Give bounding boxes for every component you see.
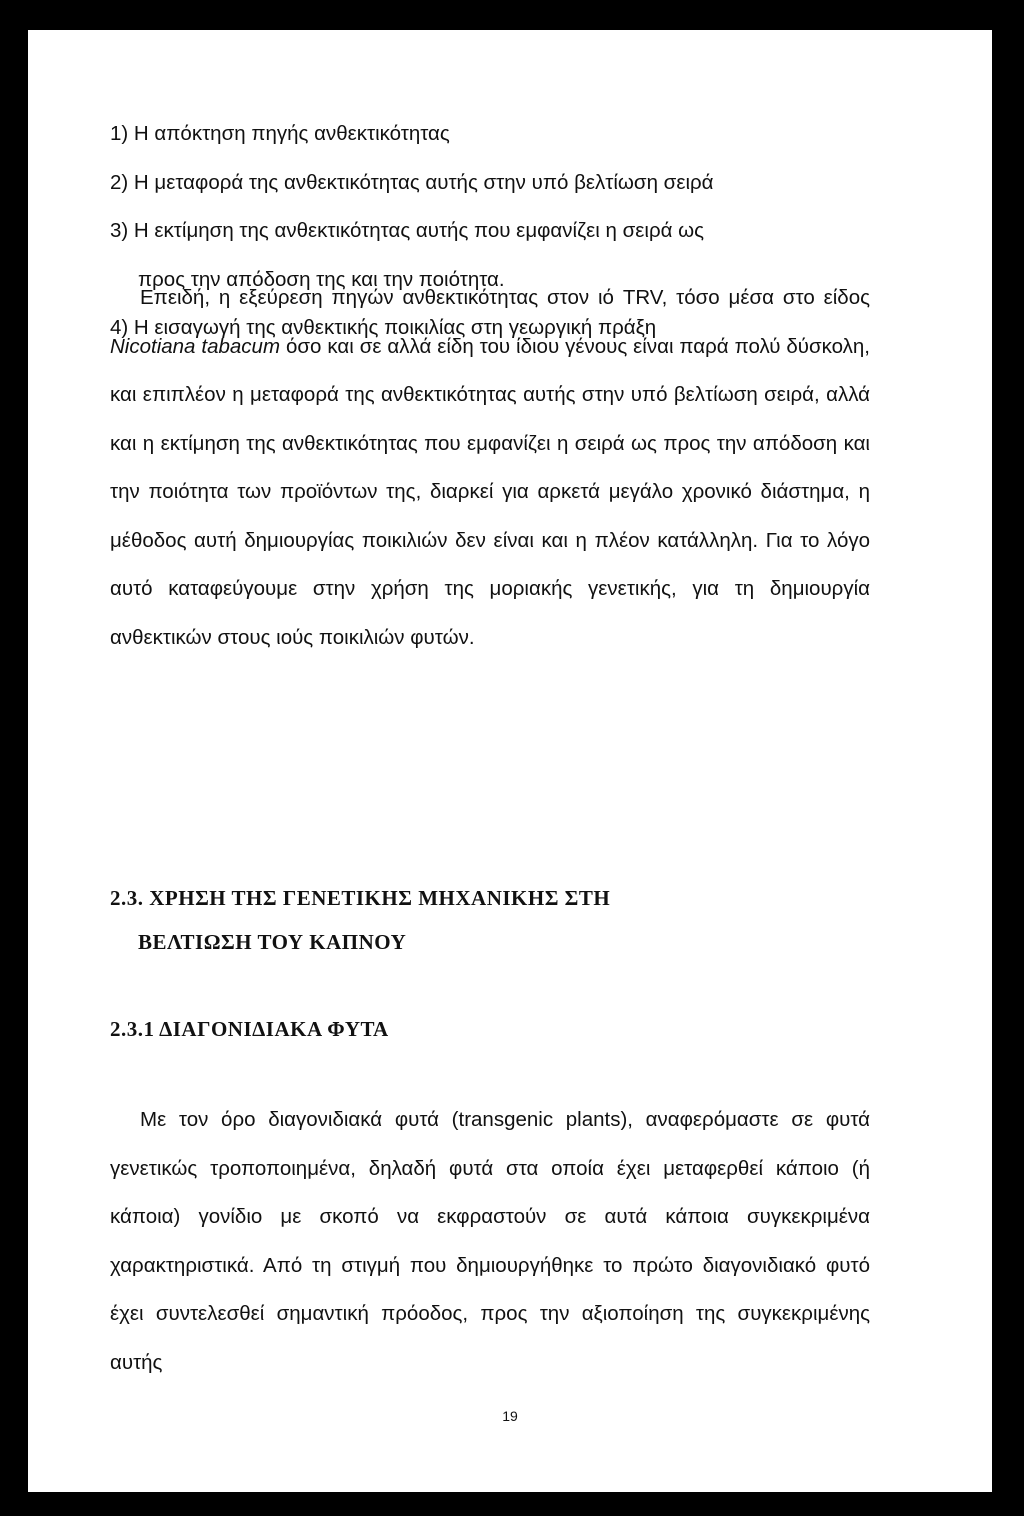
section-heading-line2: ΒΕΛΤΙΩΣΗ ΤΟΥ ΚΑΠΝΟΥ xyxy=(138,930,407,954)
list-item: 4) Η εισαγωγή της ανθεκτικής ποικιλίας στη γεωργική πράξη xyxy=(110,316,657,339)
subsection-heading: 2.3.1 ΔΙΑΓΟΝΙΔΙΑΚΑ ΦΥΤΑ xyxy=(110,1017,389,1041)
section-heading: 2.3. ΧΡΗΣΗ ΤΗΣ ΓΕΝΕΤΙΚΗΣ ΜΗΧΑΝΙΚΗΣ ΣΤΗ xyxy=(110,886,611,910)
list-item: 3) Η εκτίμηση της ανθεκτικότητας αυτής που εμφανίζει η σειρά ως xyxy=(110,219,705,242)
paragraph-text: Επειδή, η εξεύρεση πηγών ανθεκτικότητας στον ιό TRV, τόσο μέσα στο είδος xyxy=(140,286,870,309)
page-number: 19 xyxy=(502,1408,518,1424)
list-item: 1) Η απόκτηση πηγής ανθεκτικότητας xyxy=(110,122,450,145)
paragraph-transgenic xyxy=(110,1096,870,1387)
list-item-continuation: προς την απόδοση της και την ποιότητα. xyxy=(138,267,505,291)
list-item: 2) Η μεταφορά της ανθεκτικότητας αυτής στην υπό βελτίωση σειρά xyxy=(110,170,714,194)
species-name: Nicotiana tabacum xyxy=(110,334,281,358)
paragraph-text: όσο και σε αλλά είδη του ίδιου γένους είναι παρά πολύ δύσκολη, και επιπλέον η μεταφορά της ανθεκτικότητας αυτής στην υπό βελτίωση σειρά, αλλά και η εκτίμηση της ανθεκτικότητας που εμφανίζει η σειρά ως προς την απόδοση και την ποιότητα των προϊόντων της, διαρκεί για αρκετά μεγάλο χρονικό διάστημα, η μέθοδος αυτή δημιουργίας ποικιλιών δεν είναι και η πλέον κατάλληλη. Για το λόγο αυτό καταφεύγουμε στην χρήση της μοριακής γενετικής, για τη δημιουργία ανθεκτικών στους ιούς ποικιλιών φυτών. xyxy=(110,334,870,649)
paragraph-text: Με τον όρο διαγονιδιακά φυτά (transgenic plants), αναφερόμαστε σε φυτά γενετικώς τροποποιημένα, δηλαδή φυτά στα οποία έχει μεταφερθεί κάποιο (ή κάποια) γονίδιο με σκοπό να εκφραστούν σε αυτά κάποια συγκεκριμένα χαρακτηριστικά. Από τη στιγμή που δημιουργήθηκε το πρώτο διαγονιδιακό φυτό έχει συντελεσθεί σημαντική πρόοδος, προς την αξιοποίηση της συγκεκριμένης αυτής xyxy=(110,1108,870,1374)
document-page xyxy=(28,30,992,1492)
paragraph-resistance xyxy=(110,274,870,662)
